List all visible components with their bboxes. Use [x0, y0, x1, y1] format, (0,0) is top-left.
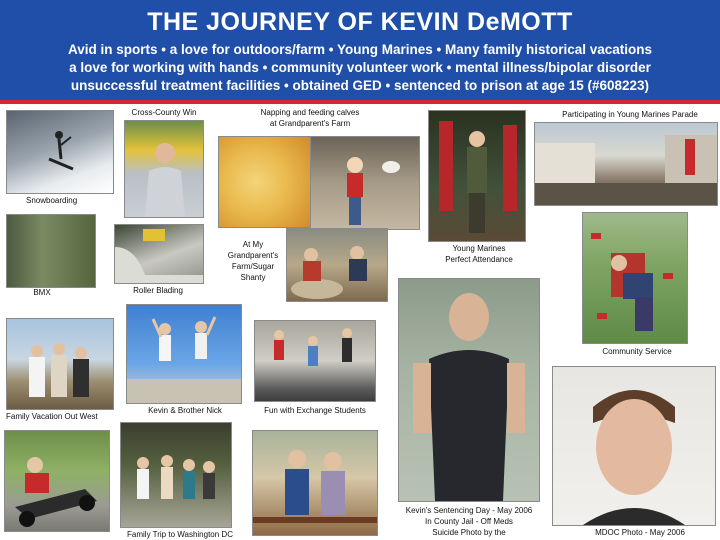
sentencing-portrait	[399, 279, 539, 501]
photo-grandparents-farm	[286, 228, 388, 302]
caption-exchange: Fun with Exchange Students	[264, 406, 366, 415]
caption-mdoc: MDOC Photo - May 2006	[595, 528, 685, 537]
subtitle-line-3: unsuccessful treatment facilities • obtained GED • sentenced to prison at age 15 (#608223)	[70, 78, 650, 93]
caption-washington: Family Trip to Washington DC	[127, 530, 233, 539]
flags-and-volunteer	[583, 213, 687, 343]
photo-go-kart	[4, 430, 110, 532]
ramp-shape	[115, 225, 203, 283]
photo-sentencing-day	[398, 278, 540, 502]
photo-brother-nick	[126, 304, 242, 404]
caption-parade: Participating in Young Marines Parade	[562, 110, 698, 119]
caption-farm-3: Farm/Sugar	[231, 262, 275, 271]
caption-farm-2: Grandparent's	[227, 251, 279, 260]
caption-ym-2: Perfect Attendance	[445, 255, 513, 264]
photo-community-service	[582, 212, 688, 344]
family-at-gate	[121, 423, 231, 527]
caption-cross-country: Cross-County Win	[131, 108, 197, 117]
caption-bmx: BMX	[33, 288, 51, 297]
photo-washington-dc	[120, 422, 232, 528]
caption-vacation-west: Family Vacation Out West	[6, 412, 98, 421]
photo-young-marines-flags	[428, 110, 526, 242]
header-stripe	[0, 100, 720, 104]
photo-bmx	[6, 214, 96, 288]
caption-napping-1: Napping and feeding calves	[260, 108, 360, 117]
parade-scene	[535, 123, 717, 205]
couple-portrait	[253, 431, 377, 535]
photo-cross-country	[124, 120, 204, 218]
caption-community: Community Service	[602, 347, 672, 356]
photo-exchange-students	[254, 320, 376, 402]
child-feeding-figure	[311, 137, 419, 229]
kids-on-logs	[287, 229, 387, 301]
brothers-jumping	[127, 305, 241, 403]
photo-snowboarding	[6, 110, 114, 194]
mdoc-portrait	[553, 367, 715, 525]
photo-feeding-calves	[310, 136, 420, 230]
family-group	[7, 319, 113, 409]
snowboarder-figure	[7, 111, 113, 193]
caption-sentencing-3: Suicide Photo by the	[432, 528, 506, 537]
runner-figure	[125, 121, 203, 217]
photo-napping-calf	[218, 136, 312, 228]
subtitle-line-2: a love for working with hands • community volunteer work • mental illness/bipolar disorder	[69, 60, 651, 75]
subtitle-line-1: Avid in sports • a love for outdoors/farm • Young Marines • Many family historical vacations	[67, 42, 653, 57]
caption-farm-1: At My	[242, 240, 264, 249]
marine-with-flags	[429, 111, 525, 241]
photo-mdoc	[552, 366, 716, 526]
caption-snowboarding: Snowboarding	[26, 196, 78, 205]
kart-rider	[5, 431, 109, 531]
photo-parade	[534, 122, 718, 206]
photo-vacation-west	[6, 318, 114, 410]
caption-roller: Roller Blading	[133, 286, 183, 295]
students-on-trampoline	[255, 321, 375, 401]
caption-ym-1: Young Marines	[452, 244, 506, 253]
photo-bridge-couple	[252, 430, 378, 536]
caption-napping-2: at Grandparent's Farm	[269, 119, 351, 128]
caption-farm-4: Shanty	[240, 273, 266, 282]
caption-sentencing-1: Kevin's Sentencing Day - May 2006	[405, 506, 533, 515]
caption-nick: Kevin & Brother Nick	[148, 406, 222, 415]
page-title: THE JOURNEY OF KEVIN DeMOTT	[147, 8, 573, 36]
photo-roller-blading	[114, 224, 204, 284]
caption-sentencing-2: In County Jail - Off Meds	[425, 517, 513, 526]
